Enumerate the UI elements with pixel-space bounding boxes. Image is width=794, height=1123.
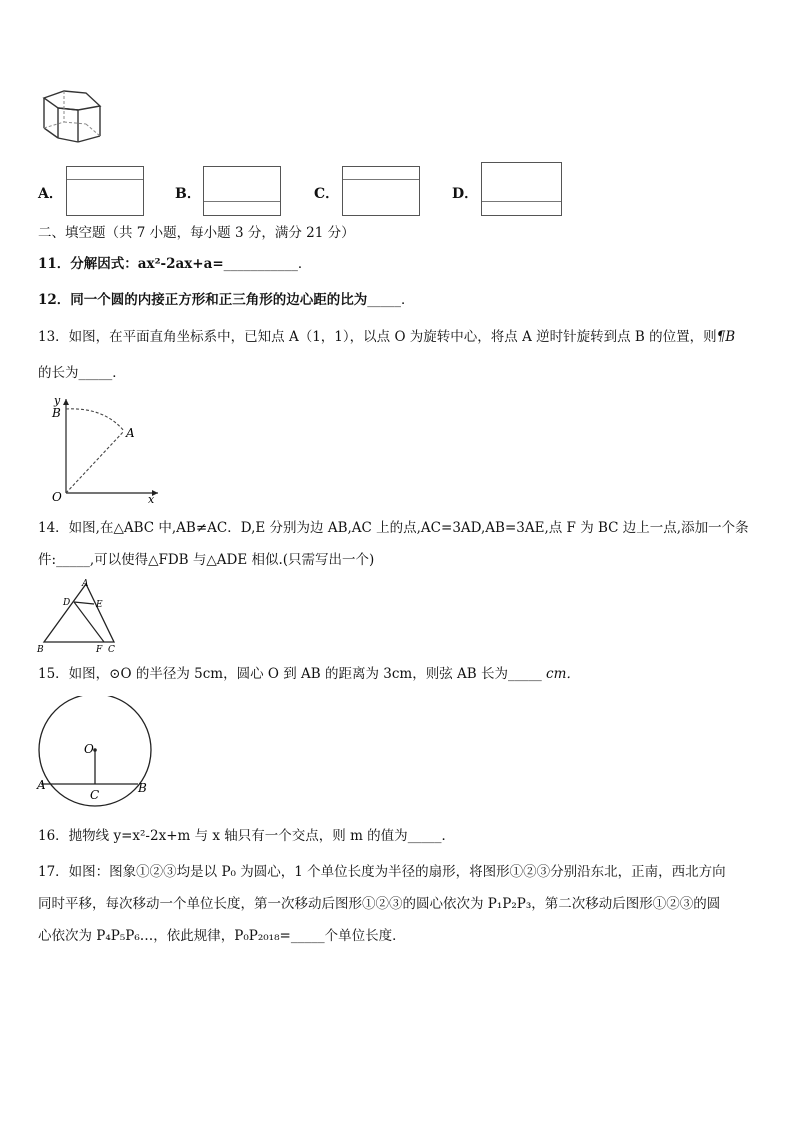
q13-fig-label-o: O	[52, 490, 62, 504]
q13-line2-pre: 的长为	[38, 365, 79, 381]
q15-fig-label-b: B	[138, 781, 147, 795]
q12-text: 同一个圆的内接正方形和正三角形的边心距的比为	[70, 292, 368, 308]
q17-line3-end: 个单位长度．	[324, 928, 406, 944]
option-c-label[interactable]: C．	[314, 186, 340, 202]
q14-fig-label-e: E	[96, 600, 103, 610]
q13-fig-label-a: A	[126, 426, 135, 440]
q12-end: ．	[401, 292, 415, 308]
q11-number: 11．	[38, 256, 71, 272]
q17-blank[interactable]: _____	[290, 928, 325, 944]
question-11	[38, 254, 311, 274]
q11-blank[interactable]: ___________	[223, 256, 298, 272]
q15-fig-label-a: A	[37, 778, 46, 792]
option-d-figure[interactable]	[481, 162, 562, 216]
solid-figure	[38, 88, 108, 150]
question-15	[38, 664, 580, 684]
q15-unit: cm．	[541, 666, 580, 682]
q13-blank[interactable]: _____	[78, 365, 113, 381]
q14-fig-label-a: A	[82, 579, 89, 589]
question-17-line1: 17．如图：图象①②③均是以 P₀ 为圆心，1 个单位长度为半径的扇形，将图形①②③分别沿东北，正南，西北方向	[38, 864, 726, 880]
option-a-figure[interactable]	[66, 166, 144, 216]
q14-line2-pre: 件:	[38, 552, 57, 568]
q11-end: ．	[297, 256, 312, 272]
option-c-figure[interactable]	[342, 166, 420, 216]
q13-fig-label-b: B	[52, 406, 61, 420]
section-title: 二、填空题（共 7 小题，每小题 3 分，满分 21 分）	[38, 225, 355, 241]
q12-number: 12．	[38, 292, 71, 308]
question-12	[38, 290, 415, 310]
question-13-line1	[38, 327, 735, 347]
question-14-line2	[38, 550, 374, 570]
q15-blank[interactable]: _____	[508, 666, 542, 682]
q14-fig-label-c: C	[108, 645, 115, 654]
q13-fig-label-y: y	[54, 394, 61, 407]
option-b-label[interactable]: B．	[175, 186, 201, 202]
question-17-line3	[38, 926, 406, 946]
option-d-label[interactable]: D．	[452, 186, 479, 202]
q14-figure	[36, 578, 126, 654]
q14-blank[interactable]: _____	[56, 552, 90, 568]
q13-end: ．	[112, 365, 126, 381]
option-b-figure[interactable]	[203, 166, 281, 216]
q12-blank[interactable]: _____	[367, 292, 402, 308]
option-a-label[interactable]: A．	[38, 186, 63, 202]
q16-text: 16．抛物线 y=x²-2x+m 与 x 轴只有一个交点，则 m 的值为	[38, 828, 408, 844]
q15-text: 15．如图，⊙O 的半径为 5cm，圆心 O 到 AB 的距离为 3cm，则弦 AB 长为	[38, 666, 508, 682]
q14-fig-label-b: B	[37, 645, 44, 654]
question-17-line2: 同时平移，每次移动一个单位长度，第一次移动后图形①②③的圆心依次为 P₁P₂P₃，第二次移动后图形①②③的圆	[38, 896, 721, 912]
q16-blank[interactable]: _____	[407, 828, 442, 844]
q13-figure	[38, 393, 163, 505]
question-13-line2	[38, 363, 126, 383]
question-16	[38, 826, 455, 846]
q13-fig-label-x: x	[148, 493, 155, 505]
q15-fig-label-c: C	[90, 788, 100, 802]
q13-arc-symbol: ¶B	[716, 329, 736, 345]
q16-end: ．	[441, 828, 455, 844]
q15-fig-label-o: O	[84, 742, 94, 756]
q17-line3-pre: 心依次为 P₄P₅P₆…，依此规律，P₀P₂₀₁₈=	[38, 928, 291, 944]
q14-fig-label-f: F	[96, 645, 103, 654]
q11-text: 分解因式：ax²-2ax+a=	[70, 256, 224, 272]
q14-fig-label-d: D	[63, 598, 71, 608]
q14-line2-post: ,可以使得△FDB 与△ADE 相似.(只需写出一个)	[89, 552, 375, 568]
question-14-line1: 14．如图,在△ABC 中,AB≠AC．D,E 分别为边 AB,AC 上的点,AC=3AD,AB=3AE,点 F 为 BC 边上一点,添加一个条	[38, 520, 749, 536]
q13-text: 13．如图，在平面直角坐标系中，已知点 A（1，1），以点 O 为旋转中心，将点 A 逆时针旋转到点 B 的位置，则	[38, 329, 717, 345]
q15-figure	[34, 696, 156, 810]
